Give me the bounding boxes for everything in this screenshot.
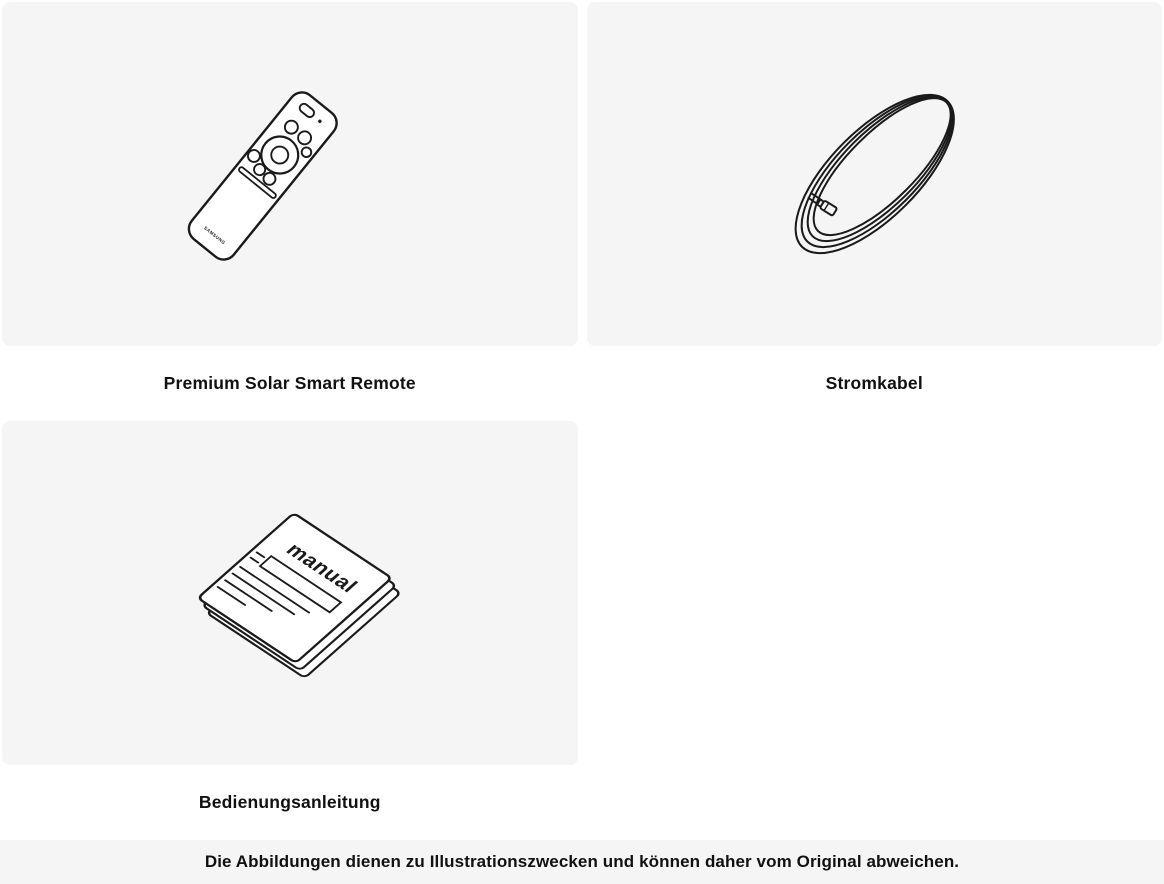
samsung-logo: SAMSUNG — [202, 225, 227, 246]
tile-power-cable — [587, 2, 1163, 346]
tiles-row-2 — [2, 421, 1162, 765]
remote-illustration — [2, 2, 578, 346]
manual-illustration — [2, 421, 578, 765]
caption-remote: Premium Solar Smart Remote — [163, 373, 416, 393]
caption-power-cable: Stromkabel — [825, 373, 923, 393]
remote-body — [184, 87, 342, 265]
empty-cell — [587, 421, 1163, 765]
captions-row-1 — [2, 346, 1162, 421]
manual-cover — [198, 513, 392, 663]
tile-user-manual — [2, 421, 578, 765]
power-cable-illustration — [587, 2, 1163, 346]
empty-caption-cell — [587, 765, 1163, 840]
manual-cover-title: manual — [281, 539, 362, 597]
tiles-row-1 — [2, 2, 1162, 346]
disclaimer-bar — [0, 840, 1164, 884]
captions-row-2 — [2, 765, 1162, 840]
tile-remote — [2, 2, 578, 346]
caption-user-manual: Bedienungsanleitung — [198, 792, 381, 812]
cable-coil — [770, 70, 978, 278]
disclaimer-text: Die Abbildungen dienen zu Illustrationszwecken und können daher vom Original abweichen. — [204, 852, 960, 871]
